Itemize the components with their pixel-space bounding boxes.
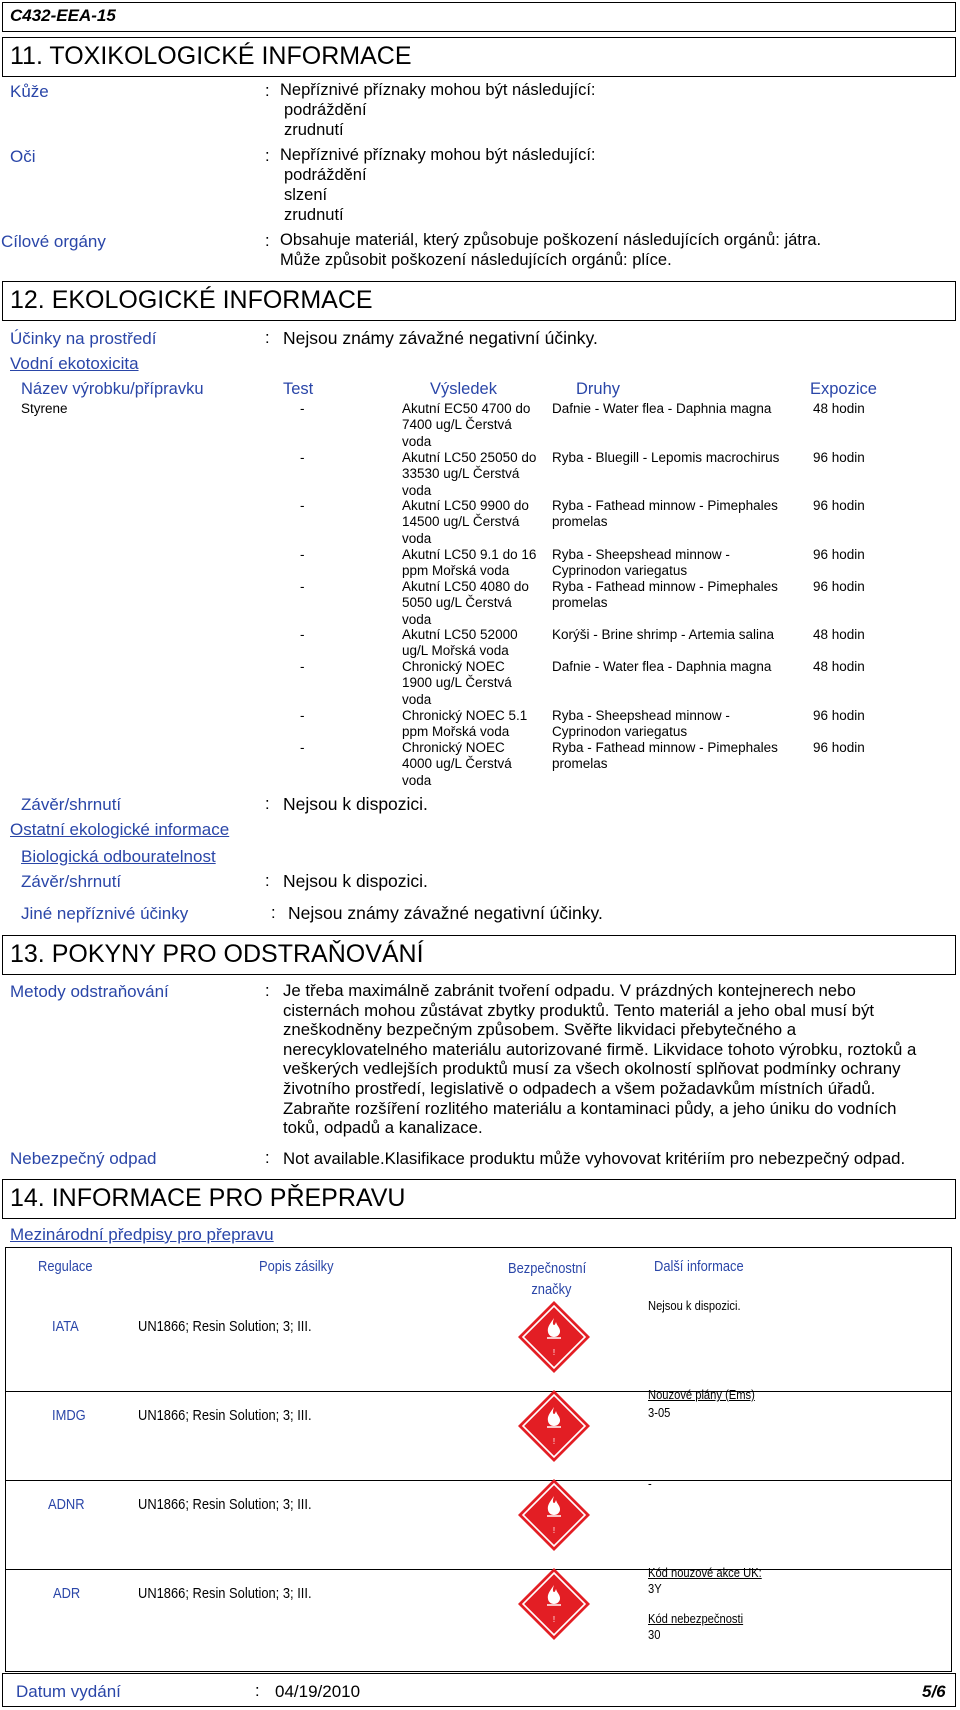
ecotox-species-line: Cyprinodon variegatus	[552, 563, 688, 579]
transport-info-line: 3Y	[648, 1581, 662, 1596]
transport-header-description: Popis zásilky	[259, 1258, 334, 1275]
ecotox-species-line: Ryba - Sheepshead minnow -	[552, 547, 730, 562]
ecotox-species-line: Ryba - Fathead minnow - Pimephales	[552, 579, 778, 594]
ecotox-result-line: Akutní EC50 4700 do	[402, 401, 531, 416]
ecotox-result-line: Akutní LC50 9900 do	[402, 498, 529, 513]
section-14-title: 14. INFORMACE PRO PŘEPRAVU	[10, 1184, 406, 1212]
flammable-liquid-icon	[517, 1567, 591, 1641]
ecotox-result	[402, 740, 512, 789]
ecotox-test: -	[300, 659, 305, 674]
other-adverse-colon: :	[271, 904, 276, 922]
target-organs-line-0: Obsahuje materiál, který způsobuje poškození následujících orgánů: játra.	[280, 231, 822, 249]
section-12-title: 12. EKOLOGICKÉ INFORMACE	[10, 286, 373, 314]
eyes-label: Oči	[10, 147, 36, 166]
transport-info-line: 3-05	[648, 1405, 671, 1420]
skin-line-1: podráždění	[284, 101, 367, 119]
ecotox-test: -	[300, 401, 305, 416]
ecotox-exposure: 96 hodin	[813, 708, 865, 723]
ecotox-test: -	[300, 740, 305, 755]
footer-page-number: 5/6	[922, 1682, 946, 1701]
ecotox-species-line: Korýši - Brine shrimp - Artemia salina	[552, 627, 775, 642]
col-header-result: Výsledek	[430, 380, 497, 398]
transport-other-info	[648, 1476, 652, 1492]
ecotox-species-line: promelas	[552, 514, 608, 530]
ecotox-result	[402, 450, 536, 499]
ecotox-result	[402, 627, 518, 660]
flammable-liquid-icon	[517, 1389, 591, 1463]
eyes-line-3: zrudnutí	[284, 206, 344, 224]
disposal-methods-colon: :	[265, 982, 270, 1000]
conclusion-colon: :	[265, 795, 270, 813]
transport-regulation: ADR	[53, 1585, 81, 1602]
disposal-methods-line: toků, odpadů a kanalizace.	[283, 1118, 483, 1138]
ecotox-result	[402, 579, 529, 628]
transport-table	[5, 1247, 952, 1672]
ecotox-result-line: 14500 ug/L Čerstvá	[402, 514, 520, 530]
ecotox-species	[552, 740, 778, 773]
svg-text:!: !	[552, 1437, 556, 1446]
ecotox-species	[552, 450, 779, 466]
transport-info-line: Nejsou k dispozici.	[648, 1298, 741, 1313]
ecotox-species	[552, 708, 730, 741]
disposal-methods-line: zneškodněny bezpečným způsobem. Svěřte likvidaci přebytečného a	[283, 1020, 797, 1040]
other-eco-info-label: Ostatní ekologické informace	[10, 820, 230, 839]
disposal-methods-line: Zabraňte rozšíření rozlitého materiálu a kontaminaci půdy, a jeho úniku do vodních	[283, 1098, 897, 1118]
ecotox-species-line: Dafnie - Water flea - Daphnia magna	[552, 659, 772, 674]
ecotox-result-line: voda	[402, 691, 432, 707]
ecotox-species-line: Ryba - Bluegill - Lepomis macrochirus	[552, 450, 780, 465]
target-organs-colon: :	[265, 232, 270, 250]
transport-info-line: Kód nouzové akce UK:	[648, 1565, 762, 1580]
ecotox-result	[402, 547, 536, 580]
ecotox-species-line: promelas	[552, 756, 608, 772]
ecotox-result-line: 1900 ug/L Čerstvá	[402, 675, 512, 691]
hazardous-waste-value: Not available.Klasifikace produktu může vyhovovat kritériím pro nebezpečný odpad.	[283, 1149, 906, 1168]
ecotox-species-line: Dafnie - Water flea - Daphnia magna	[552, 401, 772, 416]
ecotox-exposure: 96 hodin	[813, 740, 865, 755]
ecotox-result-line: Chronický NOEC	[402, 659, 505, 674]
ecotox-exposure: 96 hodin	[813, 498, 865, 513]
transport-header-safety-marks	[508, 1258, 586, 1300]
ecotox-result-line: ppm Mořská voda	[402, 563, 510, 579]
ecotox-result-line: Akutní LC50 9.1 do 16	[402, 547, 537, 562]
disposal-methods-line: nerecyklovatelného materiálu autorizované firmě. Likvidace tohoto výrobku, roztoků a	[283, 1039, 917, 1059]
disposal-methods-line: Je třeba maximálně zabránit tvoření odpadu. V prázdných kontejnerech nebo	[283, 981, 856, 1000]
svg-text:!: !	[552, 1526, 556, 1535]
ecotox-exposure: 96 hodin	[813, 547, 865, 562]
footer-issue-date: 04/19/2010	[275, 1682, 361, 1701]
aquatic-ecotox-label: Vodní ekotoxicita	[10, 354, 139, 373]
ecotox-result-line: 33530 ug/L Čerstvá	[402, 466, 520, 482]
conclusion2-label: Závěr/shrnutí	[21, 872, 122, 891]
ecotox-test: -	[300, 547, 305, 562]
ecotox-species	[552, 498, 778, 531]
transport-row-divider	[5, 1569, 952, 1570]
ecotox-species-line: Ryba - Fathead minnow - Pimephales	[552, 498, 778, 513]
ecotox-result-line: ug/L Mořská voda	[402, 643, 509, 659]
ecotox-result-line: voda	[402, 482, 432, 498]
intl-transport-label: Mezinárodní předpisy pro přepravu	[10, 1225, 274, 1244]
env-effects-label: Účinky na prostředí	[10, 329, 157, 348]
ecotox-result	[402, 659, 512, 708]
ecotox-result	[402, 498, 529, 547]
ecotox-result-line: Akutní LC50 52000	[402, 627, 518, 642]
section-11-title: 11. TOXIKOLOGICKÉ INFORMACE	[10, 42, 412, 70]
other-adverse-label: Jiné nepříznivé účinky	[21, 904, 189, 923]
transport-header-regulation: Regulace	[38, 1258, 93, 1275]
ecotox-result-line: voda	[402, 772, 432, 788]
ecotox-species	[552, 401, 771, 417]
footer-issue-date-label: Datum vydání	[16, 1682, 121, 1701]
transport-header-safety-line: značky	[531, 1281, 572, 1298]
skin-line-0: Nepříznivé příznaky mohou být následující:	[280, 81, 596, 99]
svg-text:!: !	[552, 1348, 556, 1357]
ecotox-species-line: Ryba - Fathead minnow - Pimephales	[552, 740, 778, 755]
ecotox-result-line: voda	[402, 433, 432, 449]
conclusion-value: Nejsou k dispozici.	[283, 794, 428, 814]
disposal-methods-label: Metody odstraňování	[10, 982, 169, 1001]
transport-other-info	[648, 1298, 756, 1314]
disposal-methods-line: cisternách mohou zůstávat zbytky produktů. Tento materiál a jeho obal musí být	[283, 1000, 875, 1020]
biodegradability-label: Biologická odbouratelnost	[21, 847, 216, 866]
product-name: Styrene	[21, 401, 68, 416]
hazardous-waste-label: Nebezpečný odpad	[10, 1149, 157, 1168]
section-13-title: 13. POKYNY PRO ODSTRAŇOVÁNÍ	[10, 940, 424, 968]
env-effects-value: Nejsou známy závažné negativní účinky.	[283, 328, 598, 348]
ecotox-result-line: Akutní LC50 4080 do	[402, 579, 529, 594]
eyes-colon: :	[265, 147, 270, 165]
transport-info-line: -	[648, 1476, 652, 1491]
flammable-liquid-icon	[517, 1300, 591, 1374]
ecotox-test: -	[300, 708, 305, 723]
ecotox-result	[402, 401, 530, 450]
skin-line-2: zrudnutí	[284, 121, 344, 139]
transport-description: UN1866; Resin Solution; 3; III.	[138, 1318, 312, 1335]
transport-regulation: ADNR	[48, 1496, 85, 1513]
conclusion2-colon: :	[265, 872, 270, 890]
ecotox-result-line: Chronický NOEC	[402, 740, 505, 755]
conclusion2-value: Nejsou k dispozici.	[283, 871, 428, 891]
ecotox-species	[552, 659, 771, 675]
ecotox-species	[552, 627, 774, 643]
col-header-product: Název výrobku/přípravku	[21, 380, 204, 398]
transport-regulation: IATA	[52, 1318, 79, 1335]
flammable-liquid-icon	[517, 1478, 591, 1552]
col-header-exposure: Expozice	[810, 380, 877, 398]
disposal-methods-line: veškerých vedlejších produktů musí za všech okolností splňovat podmínky ochrany	[283, 1059, 901, 1079]
ecotox-species-line: Cyprinodon variegatus	[552, 724, 688, 740]
transport-info-line: Nouzové plány (Ems)	[648, 1387, 755, 1402]
env-effects-colon: :	[265, 329, 270, 347]
ecotox-species-line: Ryba - Sheepshead minnow -	[552, 708, 730, 723]
ecotox-test: -	[300, 450, 305, 465]
ecotox-test: -	[300, 579, 305, 594]
ecotox-exposure: 96 hodin	[813, 450, 865, 465]
ecotox-result-line: 5050 ug/L Čerstvá	[402, 595, 512, 611]
transport-description: UN1866; Resin Solution; 3; III.	[138, 1407, 312, 1424]
eyes-line-2: slzení	[284, 186, 328, 204]
col-header-species: Druhy	[576, 380, 621, 398]
ecotox-result-line: voda	[402, 530, 432, 546]
footer-colon: :	[255, 1682, 260, 1700]
ecotox-test: -	[300, 627, 305, 642]
ecotox-result-line: Chronický NOEC 5.1	[402, 708, 528, 723]
other-adverse-value: Nejsou známy závažné negativní účinky.	[288, 903, 603, 923]
transport-info-line: Kód nebezpečnosti	[648, 1611, 744, 1626]
eyes-line-1: podráždění	[284, 166, 367, 184]
svg-text:!: !	[552, 1615, 556, 1624]
skin-label: Kůže	[10, 82, 49, 101]
footer-box	[2, 1673, 956, 1707]
skin-colon: :	[265, 82, 270, 100]
ecotox-species-line: promelas	[552, 595, 608, 611]
disposal-methods-text	[283, 981, 916, 1138]
ecotox-result-line: Akutní LC50 25050 do	[402, 450, 537, 465]
transport-other-info	[648, 1387, 772, 1421]
transport-other-info	[648, 1565, 780, 1643]
ecotox-species	[552, 547, 730, 580]
disposal-methods-line: životního prostředí, legislativě o odpadech a všem požadavkům místních úřadů.	[283, 1078, 876, 1098]
ecotox-species	[552, 579, 778, 612]
ecotox-result-line: ppm Mořská voda	[402, 724, 510, 740]
ecotox-result-line: 4000 ug/L Čerstvá	[402, 756, 512, 772]
ecotox-exposure: 48 hodin	[813, 401, 865, 416]
ecotox-exposure: 48 hodin	[813, 659, 865, 674]
ecotox-exposure: 48 hodin	[813, 627, 865, 642]
transport-header-safety-line: Bezpečnostní	[508, 1260, 587, 1277]
col-header-test: Test	[283, 380, 314, 398]
ecotox-result	[402, 708, 527, 741]
conclusion-label: Závěr/shrnutí	[21, 795, 122, 814]
ecotox-result-line: 7400 ug/L Čerstvá	[402, 417, 512, 433]
ecotox-test: -	[300, 498, 305, 513]
header-code-box	[2, 2, 956, 32]
target-organs-label: Cílové orgány	[1, 232, 106, 251]
target-organs-line-1: Může způsobit poškození následujících orgánů: plíce.	[280, 251, 672, 269]
transport-description: UN1866; Resin Solution; 3; III.	[138, 1585, 312, 1602]
eyes-line-0: Nepříznivé příznaky mohou být následující:	[280, 146, 596, 164]
header-code: C432-EEA-15	[10, 6, 116, 25]
transport-row-divider	[5, 1480, 952, 1481]
transport-header-other-info: Další informace	[654, 1258, 744, 1275]
ecotox-exposure: 96 hodin	[813, 579, 865, 594]
transport-description: UN1866; Resin Solution; 3; III.	[138, 1496, 312, 1513]
transport-regulation: IMDG	[52, 1407, 86, 1424]
ecotox-result-line: voda	[402, 611, 432, 627]
transport-row-divider	[5, 1391, 952, 1392]
transport-info-line: 30	[648, 1627, 661, 1642]
hazardous-waste-colon: :	[265, 1149, 270, 1167]
